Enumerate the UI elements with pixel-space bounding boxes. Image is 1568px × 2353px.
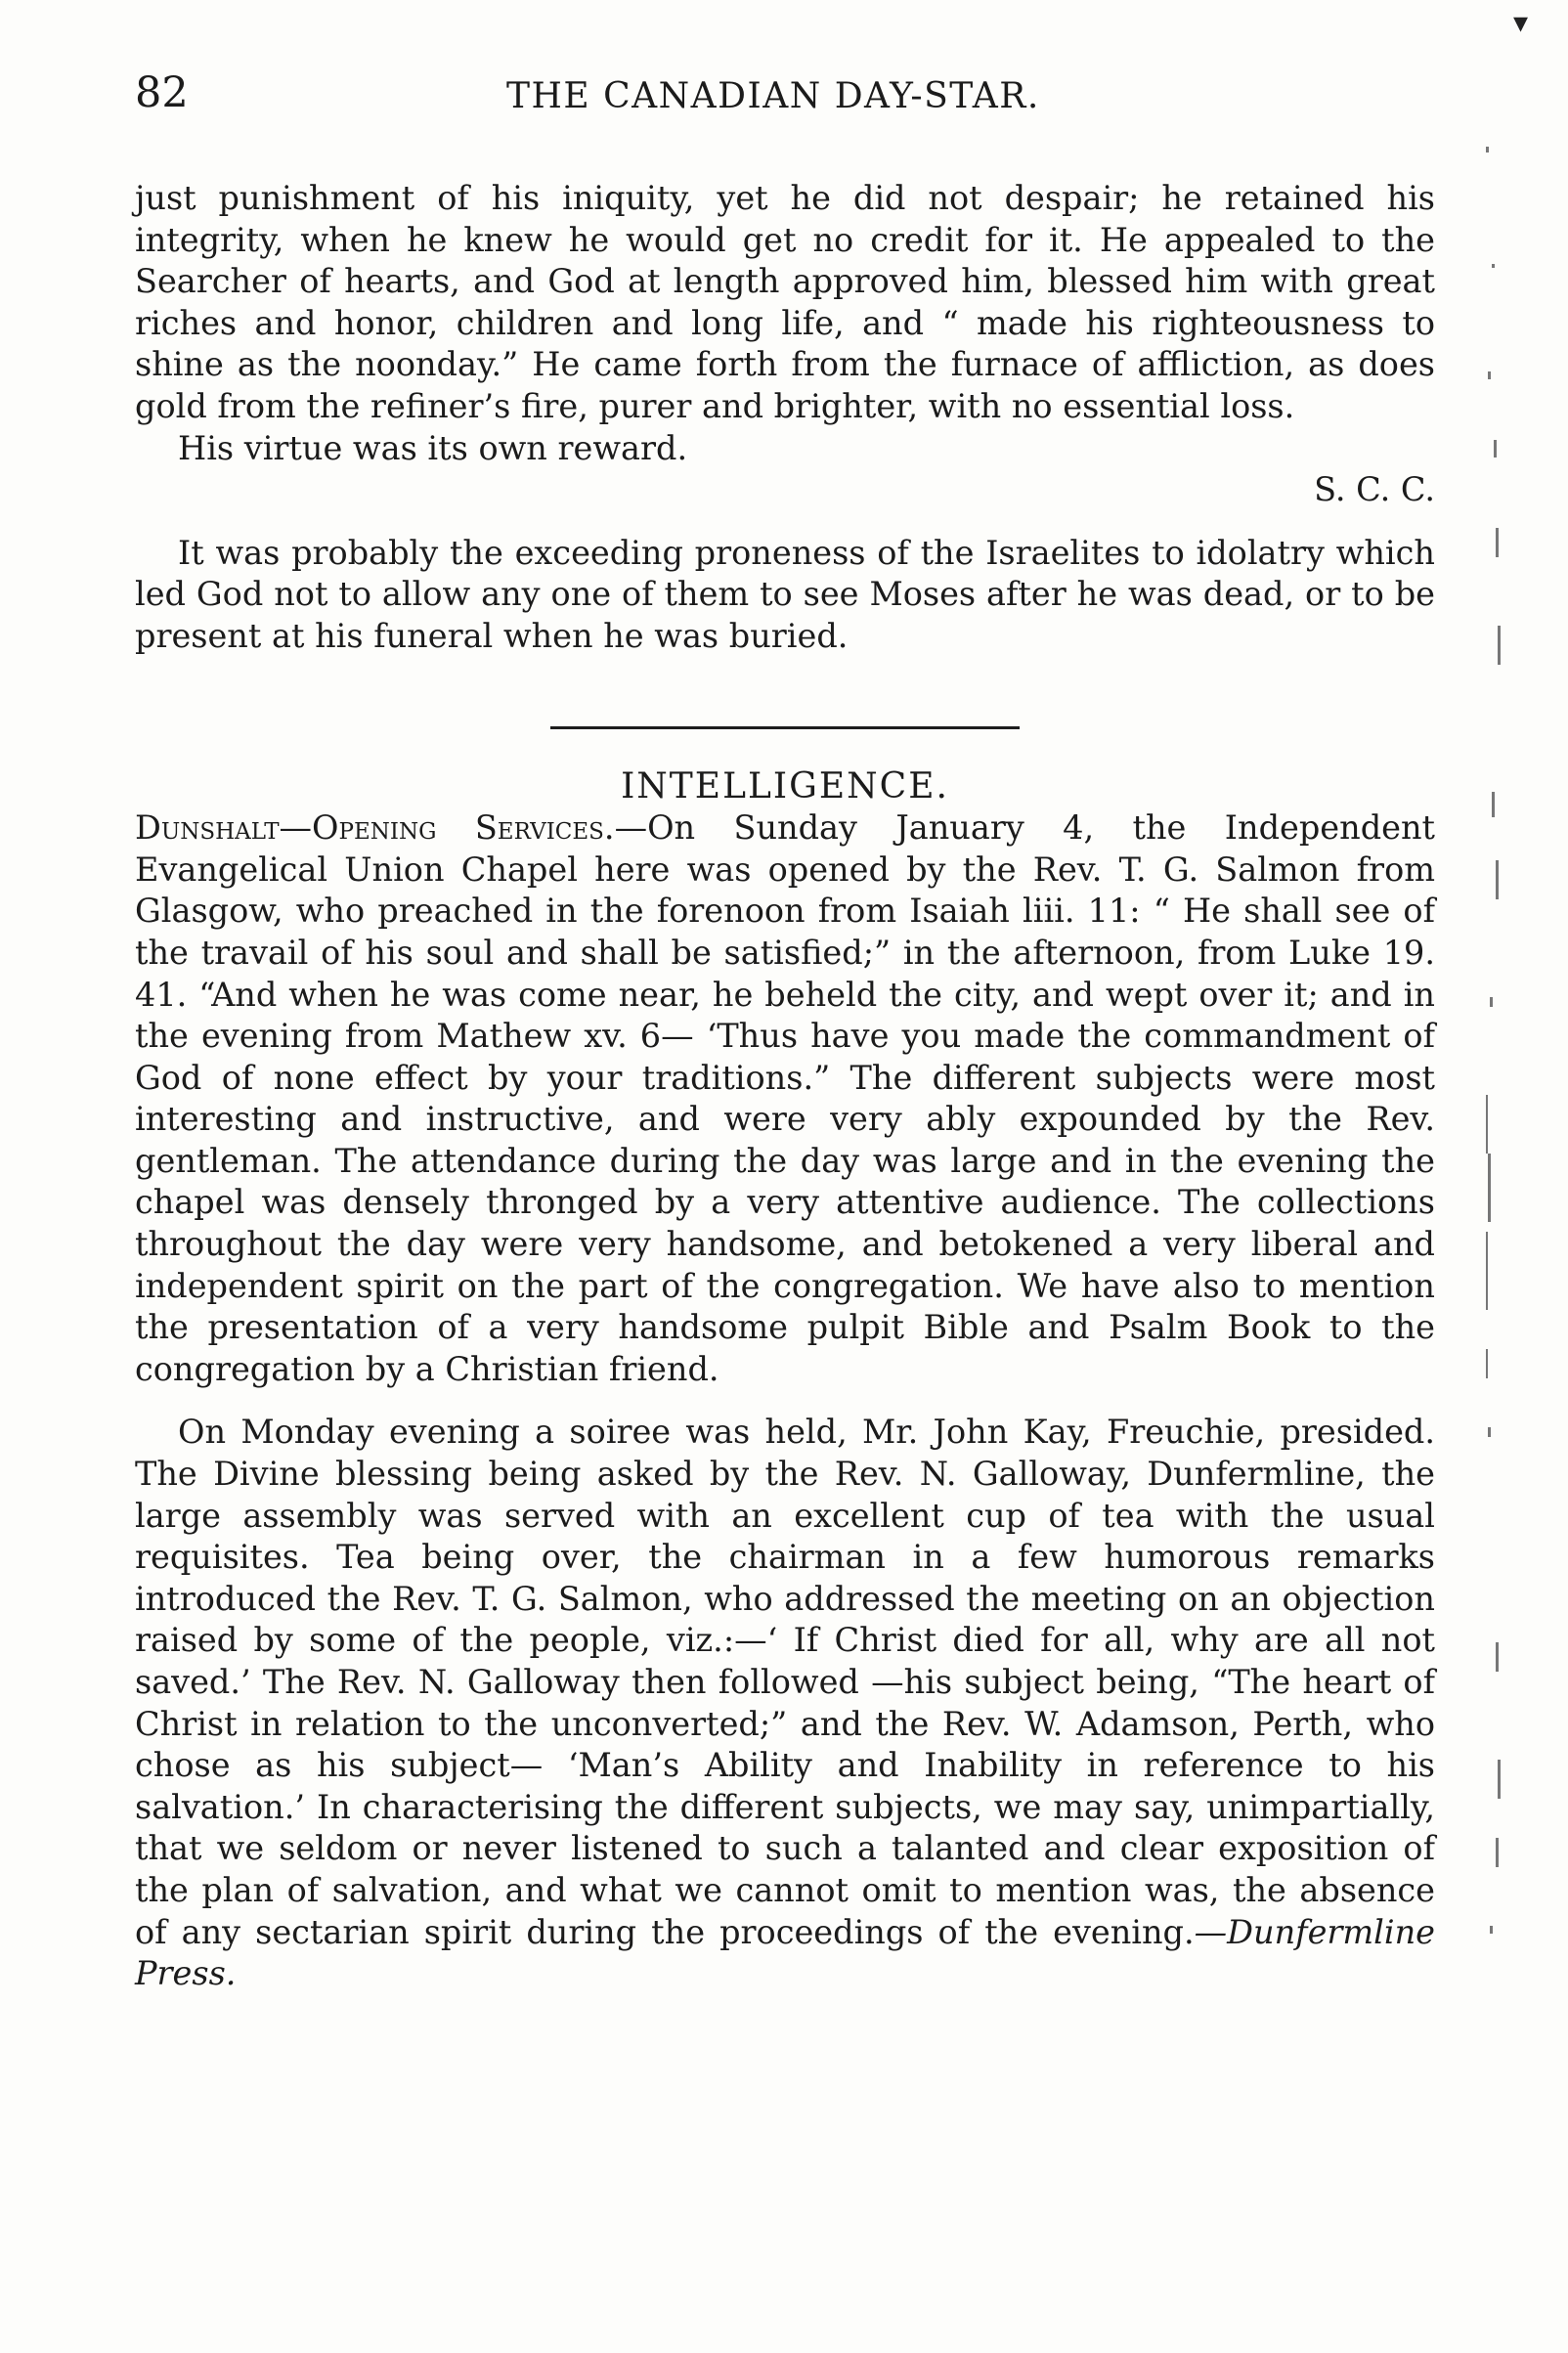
continuation-paragraph: just punishment of his iniquity, yet he did not despair; he retained his integrity, when he knew he would get no credit for it. He appealed to the Searcher of hearts, and God at length approved him, blessed him with great riches and honor, children and long life, and “ made his righteousness to shine as the noonday.” He came forth from the furnace of affliction, as does gold from the refiner’s fire, purer and brighter, with no essential loss. <box>135 179 1435 425</box>
page-number: 82 <box>135 68 189 117</box>
signature: S. C. C. <box>1314 470 1435 509</box>
intelligence-lead: Dunshalt—Opening Services. <box>135 808 615 848</box>
scan-margin-marks <box>1486 117 1545 2268</box>
page-header <box>135 68 1435 127</box>
section-divider <box>550 726 1020 729</box>
running-title: THE CANADIAN DAY-STAR. <box>506 76 1040 116</box>
corner-mark-icon: ▾ <box>1513 6 1529 40</box>
section-heading: INTELLIGENCE. <box>621 765 949 806</box>
body-text <box>135 178 1435 1995</box>
intelligence-paragraph-1 <box>135 807 1435 1390</box>
page <box>135 68 1435 1995</box>
intelligence-body-2: On Monday evening a soiree was held, Mr. John Kay, Freuchie, presided. The Divine blessing being asked by the Rev. N. Galloway, Dunfermline, the large assembly was served with an excellent cup of tea with the usual requisites. Tea being over, the chairman in a few humorous remarks introduced the Rev. T. G. Salmon, who addressed the meeting on an objection raised by some of the people, viz.:—‘ If Christ died for all, why are all not saved.’ The Rev. N. Galloway then followed —his subject being, “The heart of Christ in relation to the unconverted;” and the Rev. W. Adamson, Perth, who chose as his subject— ‘Man’s Ability and Inability in reference to his salvation.’ In characterising the different subjects, we may say, unimpartially, that we seldom or never listened to such a talanted and clear exposition of the plan of salvation, and what we cannot omit to mention was, the absence of any sectarian spirit during the proceedings of the evening. <box>135 1413 1435 1951</box>
intelligence-paragraph-2 <box>135 1412 1435 1994</box>
note-paragraph: It was probably the exceeding proneness of the Israelites to idolatry which led God not to allow any one of them to see Moses after he was dead, or to be present at his funeral when he was buried. <box>135 533 1435 655</box>
closing-line: His virtue was its own reward. <box>178 428 688 467</box>
press-credit: —Dunfermline Press. <box>135 1912 1435 1993</box>
intelligence-body-1: —On Sunday January 4, the Independent Evangelical Union Chapel here was opened by the Rev. T. G. Salmon from Glasgow, who preached in the forenoon from Isaiah liii. 11: “ He shall see of the travail of his soul and shall be satisfied;” in the afternoon, from Luke 19. 41. “And when he was come near, he beheld the city, and wept over it; and in the evening from Mathew xv. 6— ‘Thus have you made the commandment of God of none effect by your traditions.” The different subjects were most interesting and instructive, and were very ably expounded by the Rev. gentleman. The attendance during the day was large and in the evening the chapel was densely thronged by a very attentive audience. The collections throughout the day were very handsome, and betokened a very liberal and independent spirit on the part of the congregation. We have also to mention the presentation of a very handsome pulpit Bible and Psalm Book to the congregation by a Christian friend. <box>135 808 1435 1388</box>
